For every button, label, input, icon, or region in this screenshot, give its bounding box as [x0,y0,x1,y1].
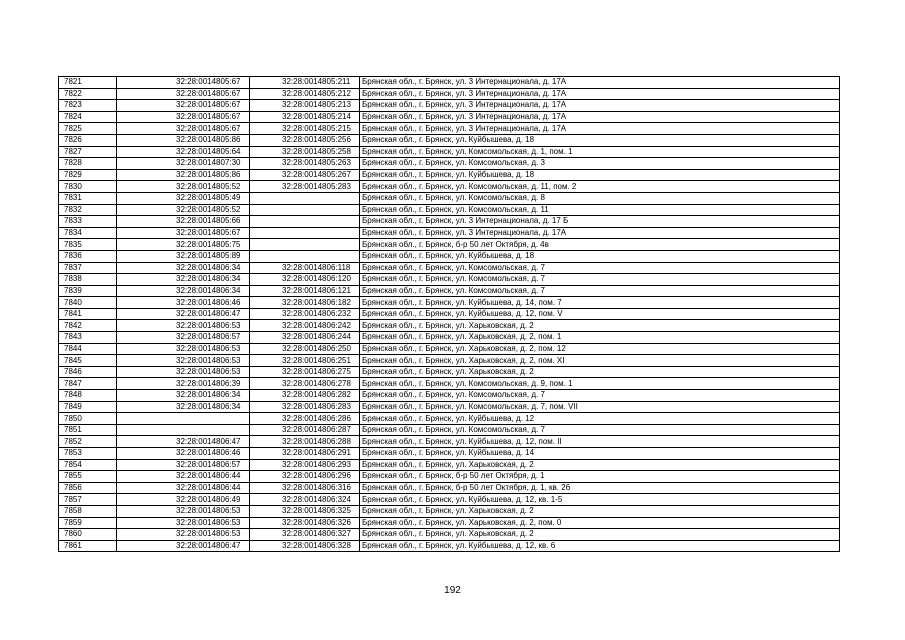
address-cell: Брянская обл., г. Брянск, ул. Куйбышева, д. 14 [360,448,840,460]
sub-cadastral-number-cell [250,192,360,204]
address-cell: Брянская обл., г. Брянск, ул. Харьковская, д. 2, пом. XI [360,355,840,367]
sub-cadastral-number-cell [250,204,360,216]
table-row [59,111,840,123]
sub-cadastral-number-cell: 32:28:0014805:258 [250,146,360,158]
table-row [59,529,840,541]
sub-cadastral-number-cell: 32:28:0014806:325 [250,505,360,517]
row-number-cell: 7824 [59,111,117,123]
cadastral-number-cell: 32:28:0014805:67 [117,123,250,135]
sub-cadastral-number-cell: 32:28:0014806:324 [250,494,360,506]
cadastral-number-cell: 32:28:0014805:75 [117,239,250,251]
sub-cadastral-number-cell: 32:28:0014805:212 [250,88,360,100]
sub-cadastral-number-cell: 32:28:0014806:232 [250,308,360,320]
sub-cadastral-number-cell: 32:28:0014806:244 [250,332,360,344]
row-number-cell: 7834 [59,227,117,239]
row-number-cell: 7861 [59,540,117,552]
sub-cadastral-number-cell: 32:28:0014805:263 [250,158,360,170]
sub-cadastral-number-cell: 32:28:0014805:215 [250,123,360,135]
address-cell: Брянская обл., г. Брянск, б-р 50 лет Октября, д. 1, кв. 26 [360,482,840,494]
cadastral-number-cell: 32:28:0014805:86 [117,134,250,146]
cadastral-number-cell: 32:28:0014806:53 [117,505,250,517]
address-cell: Брянская обл., г. Брянск, ул. Куйбышева, д. 12, пом. II [360,436,840,448]
cadastral-number-cell: 32:28:0014806:57 [117,332,250,344]
row-number-cell: 7822 [59,88,117,100]
table-row [59,134,840,146]
address-cell: Брянская обл., г. Брянск, б-р 50 лет Октября, д. 1 [360,471,840,483]
row-number-cell: 7826 [59,134,117,146]
address-cell: Брянская обл., г. Брянск, ул. Харьковская, д. 2 [360,320,840,332]
cadastral-number-cell: 32:28:0014805:52 [117,181,250,193]
address-cell: Брянская обл., г. Брянск, ул. 3 Интернационала, д. 17 Б [360,216,840,228]
table-row [59,366,840,378]
sub-cadastral-number-cell: 32:28:0014806:283 [250,401,360,413]
table-row [59,517,840,529]
table-row [59,192,840,204]
cadastral-number-cell: 32:28:0014805:52 [117,204,250,216]
cadastral-number-cell: 32:28:0014805:67 [117,100,250,112]
cadastral-number-cell: 32:28:0014805:86 [117,169,250,181]
address-cell: Брянская обл., г. Брянск, ул. 3 Интернационала, д. 17А [360,88,840,100]
row-number-cell: 7835 [59,239,117,251]
cadastral-number-cell: 32:28:0014806:34 [117,274,250,286]
table-row [59,332,840,344]
sub-cadastral-number-cell [250,216,360,228]
table-row [59,274,840,286]
table-row [59,390,840,402]
cadastral-number-cell [117,413,250,425]
table-row [59,448,840,460]
table-row [59,262,840,274]
address-cell: Брянская обл., г. Брянск, ул. Куйбышева, д. 18 [360,169,840,181]
address-cell: Брянская обл., г. Брянск, ул. Куйбышева, д. 14, пом. 7 [360,297,840,309]
cadastral-number-cell [117,424,250,436]
table-row [59,77,840,89]
address-cell: Брянская обл., г. Брянск, ул. Комсомольская, д. 9, пом. 1 [360,378,840,390]
registry-table [58,76,840,552]
address-cell: Брянская обл., г. Брянск, ул. Харьковская, д. 2 [360,505,840,517]
row-number-cell: 7848 [59,390,117,402]
address-cell: Брянская обл., г. Брянск, ул. Комсомольская, д. 7 [360,274,840,286]
address-cell: Брянская обл., г. Брянск, ул. 3 Интернационала, д. 17А [360,100,840,112]
row-number-cell: 7855 [59,471,117,483]
address-cell: Брянская обл., г. Брянск, ул. Комсомольская, д. 11 [360,204,840,216]
sub-cadastral-number-cell: 32:28:0014805:283 [250,181,360,193]
address-cell: Брянская обл., г. Брянск, ул. Комсомольская, д. 1, пом. 1 [360,146,840,158]
address-cell: Брянская обл., г. Брянск, ул. Куйбышева, д. 12 [360,413,840,425]
cadastral-number-cell: 32:28:0014806:49 [117,494,250,506]
table-row [59,505,840,517]
table-row [59,343,840,355]
row-number-cell: 7840 [59,297,117,309]
cadastral-number-cell: 32:28:0014805:89 [117,250,250,262]
cadastral-number-cell: 32:28:0014806:53 [117,355,250,367]
cadastral-number-cell: 32:28:0014806:47 [117,540,250,552]
sub-cadastral-number-cell: 32:28:0014805:267 [250,169,360,181]
cadastral-number-cell: 32:28:0014805:64 [117,146,250,158]
address-cell: Брянская обл., г. Брянск, ул. 3 Интернационала, д. 17А [360,227,840,239]
cadastral-number-cell: 32:28:0014805:67 [117,111,250,123]
cadastral-number-cell: 32:28:0014806:53 [117,343,250,355]
sub-cadastral-number-cell: 32:28:0014806:118 [250,262,360,274]
address-cell: Брянская обл., г. Брянск, ул. Харьковская, д. 2, пом. 12 [360,343,840,355]
row-number-cell: 7839 [59,285,117,297]
row-number-cell: 7836 [59,250,117,262]
table-row [59,250,840,262]
sub-cadastral-number-cell: 32:28:0014806:282 [250,390,360,402]
table-row [59,88,840,100]
address-cell: Брянская обл., г. Брянск, ул. Харьковская, д. 2 [360,459,840,471]
cadastral-number-cell: 32:28:0014806:47 [117,308,250,320]
row-number-cell: 7821 [59,77,117,89]
table-row [59,146,840,158]
table-row [59,482,840,494]
address-cell: Брянская обл., г. Брянск, ул. Комсомольская, д. 7, пом. VII [360,401,840,413]
sub-cadastral-number-cell: 32:28:0014806:275 [250,366,360,378]
row-number-cell: 7849 [59,401,117,413]
row-number-cell: 7854 [59,459,117,471]
cadastral-number-cell: 32:28:0014805:66 [117,216,250,228]
table-row [59,158,840,170]
cadastral-number-cell: 32:28:0014805:49 [117,192,250,204]
address-cell: Брянская обл., г. Брянск, ул. 3 Интернационала, д. 17А [360,111,840,123]
row-number-cell: 7823 [59,100,117,112]
address-cell: Брянская обл., г. Брянск, ул. Комсомольская, д. 3 [360,158,840,170]
cadastral-number-cell: 32:28:0014806:53 [117,517,250,529]
cadastral-number-cell: 32:28:0014806:57 [117,459,250,471]
address-cell: Брянская обл., г. Брянск, ул. 3 Интернационала, д. 17А [360,123,840,135]
address-cell: Брянская обл., г. Брянск, ул. Комсомольская, д. 7 [360,285,840,297]
row-number-cell: 7843 [59,332,117,344]
table-row [59,540,840,552]
row-number-cell: 7829 [59,169,117,181]
table-row [59,436,840,448]
address-cell: Брянская обл., г. Брянск, ул. Комсомольская, д. 7 [360,262,840,274]
table-row [59,320,840,332]
address-cell: Брянская обл., г. Брянск, ул. Куйбышева, д. 12, кв. 6 [360,540,840,552]
table-row [59,401,840,413]
address-cell: Брянская обл., г. Брянск, ул. Харьковская, д. 2, пом. 1 [360,332,840,344]
cadastral-number-cell: 32:28:0014805:67 [117,227,250,239]
sub-cadastral-number-cell: 32:28:0014806:291 [250,448,360,460]
sub-cadastral-number-cell: 32:28:0014806:120 [250,274,360,286]
table-row [59,285,840,297]
cadastral-number-cell: 32:28:0014806:53 [117,366,250,378]
sub-cadastral-number-cell: 32:28:0014806:287 [250,424,360,436]
table-row [59,378,840,390]
address-cell: Брянская обл., г. Брянск, ул. Комсомольская, д. 7 [360,424,840,436]
table-row [59,459,840,471]
row-number-cell: 7841 [59,308,117,320]
sub-cadastral-number-cell: 32:28:0014806:251 [250,355,360,367]
row-number-cell: 7858 [59,505,117,517]
sub-cadastral-number-cell: 32:28:0014805:213 [250,100,360,112]
sub-cadastral-number-cell: 32:28:0014805:214 [250,111,360,123]
table-row [59,308,840,320]
address-cell: Брянская обл., г. Брянск, б-р 50 лет Октября, д. 4в [360,239,840,251]
sub-cadastral-number-cell: 32:28:0014806:288 [250,436,360,448]
address-cell: Брянская обл., г. Брянск, ул. Харьковская, д. 2 [360,366,840,378]
row-number-cell: 7832 [59,204,117,216]
table-row [59,297,840,309]
row-number-cell: 7831 [59,192,117,204]
sub-cadastral-number-cell: 32:28:0014805:256 [250,134,360,146]
table-row [59,355,840,367]
address-cell: Брянская обл., г. Брянск, ул. Харьковская, д. 2 [360,529,840,541]
sub-cadastral-number-cell [250,227,360,239]
address-cell: Брянская обл., г. Брянск, ул. Куйбышева, д. 12, кв. 1-5 [360,494,840,506]
row-number-cell: 7837 [59,262,117,274]
address-cell: Брянская обл., г. Брянск, ул. Комсомольская, д. 8 [360,192,840,204]
table-row [59,494,840,506]
table-row [59,123,840,135]
row-number-cell: 7838 [59,274,117,286]
cadastral-number-cell: 32:28:0014806:34 [117,285,250,297]
row-number-cell: 7844 [59,343,117,355]
row-number-cell: 7859 [59,517,117,529]
cadastral-number-cell: 32:28:0014806:44 [117,482,250,494]
row-number-cell: 7857 [59,494,117,506]
cadastral-number-cell: 32:28:0014805:67 [117,88,250,100]
table-row [59,424,840,436]
row-number-cell: 7851 [59,424,117,436]
page-number: 192 [444,585,461,596]
row-number-cell: 7845 [59,355,117,367]
row-number-cell: 7828 [59,158,117,170]
cadastral-number-cell: 32:28:0014806:47 [117,436,250,448]
sub-cadastral-number-cell: 32:28:0014806:286 [250,413,360,425]
row-number-cell: 7852 [59,436,117,448]
row-number-cell: 7830 [59,181,117,193]
sub-cadastral-number-cell: 32:28:0014806:278 [250,378,360,390]
sub-cadastral-number-cell: 32:28:0014806:316 [250,482,360,494]
row-number-cell: 7860 [59,529,117,541]
sub-cadastral-number-cell: 32:28:0014806:328 [250,540,360,552]
cadastral-number-cell: 32:28:0014806:39 [117,378,250,390]
sub-cadastral-number-cell: 32:28:0014806:250 [250,343,360,355]
cadastral-number-cell: 32:28:0014806:34 [117,401,250,413]
row-number-cell: 7827 [59,146,117,158]
table-row [59,239,840,251]
row-number-cell: 7842 [59,320,117,332]
cadastral-number-cell: 32:28:0014806:46 [117,448,250,460]
cadastral-number-cell: 32:28:0014806:53 [117,529,250,541]
row-number-cell: 7850 [59,413,117,425]
address-cell: Брянская обл., г. Брянск, ул. Комсомольская, д. 7 [360,390,840,402]
cadastral-number-cell: 32:28:0014806:34 [117,390,250,402]
table-row [59,169,840,181]
sub-cadastral-number-cell [250,250,360,262]
row-number-cell: 7833 [59,216,117,228]
sub-cadastral-number-cell: 32:28:0014806:296 [250,471,360,483]
address-cell: Брянская обл., г. Брянск, ул. Куйбышева, д. 18 [360,250,840,262]
cadastral-number-cell: 32:28:0014806:53 [117,320,250,332]
address-cell: Брянская обл., г. Брянск, ул. Куйбышева, д. 18 [360,134,840,146]
sub-cadastral-number-cell: 32:28:0014805:211 [250,77,360,89]
sub-cadastral-number-cell: 32:28:0014806:242 [250,320,360,332]
sub-cadastral-number-cell: 32:28:0014806:182 [250,297,360,309]
cadastral-number-cell: 32:28:0014806:34 [117,262,250,274]
address-cell: Брянская обл., г. Брянск, ул. Харьковская, д. 2, пом. 0 [360,517,840,529]
cadastral-number-cell: 32:28:0014807:30 [117,158,250,170]
sub-cadastral-number-cell: 32:28:0014806:327 [250,529,360,541]
sub-cadastral-number-cell [250,239,360,251]
address-cell: Брянская обл., г. Брянск, ул. 3 Интернационала, д. 17А [360,77,840,89]
table-row [59,216,840,228]
cadastral-number-cell: 32:28:0014805:67 [117,77,250,89]
table-row [59,413,840,425]
table-row [59,181,840,193]
cadastral-number-cell: 32:28:0014806:46 [117,297,250,309]
sub-cadastral-number-cell: 32:28:0014806:293 [250,459,360,471]
row-number-cell: 7846 [59,366,117,378]
row-number-cell: 7856 [59,482,117,494]
registry-table-body [59,77,840,552]
row-number-cell: 7853 [59,448,117,460]
table-row [59,227,840,239]
sub-cadastral-number-cell: 32:28:0014806:326 [250,517,360,529]
cadastral-number-cell: 32:28:0014806:44 [117,471,250,483]
address-cell: Брянская обл., г. Брянск, ул. Комсомольская, д. 11, пом. 2 [360,181,840,193]
row-number-cell: 7825 [59,123,117,135]
table-row [59,471,840,483]
sub-cadastral-number-cell: 32:28:0014806:121 [250,285,360,297]
table-row [59,100,840,112]
row-number-cell: 7847 [59,378,117,390]
address-cell: Брянская обл., г. Брянск, ул. Куйбышева, д. 12, пом. V [360,308,840,320]
table-row [59,204,840,216]
